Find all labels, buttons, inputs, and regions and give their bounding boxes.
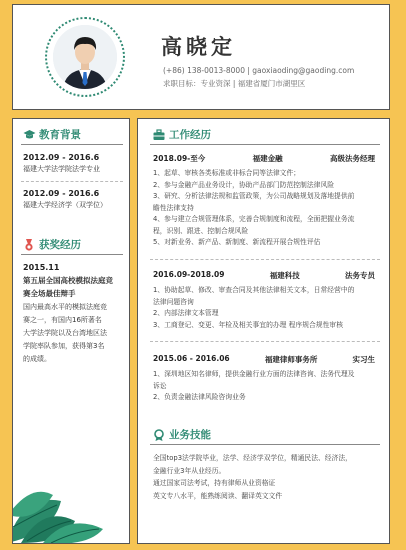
award-name: 第五届全国高校模拟法庭竞 赛全场最佳辩手 — [23, 276, 113, 298]
awards-divider — [21, 254, 123, 255]
briefcase-icon — [153, 129, 165, 141]
left-column — [12, 118, 130, 544]
right-column — [137, 118, 390, 544]
job-header-1: 2018.09-至今 福建金融 高级法务经理 — [153, 154, 375, 163]
leaf-decoration — [13, 443, 130, 543]
job-duties-2: 1、协助起草、修改、审查合同及其他法律相关文本，日常经营中的 法律问题咨询 2、内部法律文本管理 3、工商登记、变更、年检及相关事宜的办理 程序规合规性审核 — [153, 286, 355, 329]
job-separator-1 — [150, 259, 380, 260]
header-card — [12, 4, 390, 110]
skills-section-title: 业务技能 — [153, 427, 211, 442]
skills-divider — [150, 444, 380, 445]
job-duties-3: 1、深圳地区知名律师，提供金融行业方面的法律咨询、法务代理及 诉讼 2、负责金融法律风险咨询业务 — [153, 370, 355, 401]
edu-separator — [21, 181, 123, 182]
objective-line: 求职目标：专业资深 | 福建省厦门市湖里区 — [163, 79, 306, 88]
edu-date-1: 2012.09 - 2016.6 — [23, 153, 100, 162]
award-ribbon-icon — [153, 429, 165, 441]
education-divider — [21, 144, 123, 145]
edu-desc-1: 福建大学法学院法学专业 — [23, 165, 100, 173]
work-divider — [150, 144, 380, 145]
avatar — [53, 25, 117, 89]
work-section-title: 工作经历 — [153, 127, 211, 142]
skills-text: 全国top3法学院毕业，法学、经济学双学位，精通民法、经济法， 金融行业3年从业经历。 通过国家司法考试，持有律师从业资格证 英文专八水平，能熟练阅读、翻译英文文件 — [153, 454, 352, 500]
award-date: 2015.11 — [23, 263, 60, 272]
awards-section-title: 获奖经历 — [23, 237, 81, 252]
education-section-title: 教育背景 — [23, 127, 81, 142]
edu-date-2: 2012.09 - 2016.6 — [23, 189, 100, 198]
graduation-cap-icon — [23, 129, 35, 141]
contact-line: (+86) 138-0013-8000 | gaoxiaoding@gaoding.com — [163, 66, 355, 75]
award-description: 国内最高水平的模拟法庭竞 赛之一，有国内16所著名 大学法学院以及台湾地区法 学院率队参加，获得第3名 的成绩。 — [23, 303, 107, 363]
job-separator-2 — [150, 341, 380, 342]
job-header-2: 2016.09-2018.09 福建科技 法务专员 — [153, 270, 375, 280]
job-header-3: 2015.06 - 2016.06 福建律师事务所 实习生 — [153, 354, 375, 364]
avatar-ring — [45, 17, 125, 97]
edu-desc-2: 福建大学经济学（双学位） — [23, 201, 107, 209]
candidate-name: 高晓定 — [161, 35, 236, 59]
medal-icon — [23, 239, 35, 251]
job-duties-1: 1、起草、审核各类标准或非标合同等法律文件； 2、参与金融产品业务设计，协助产品部门防范控制法律风险 3、研究、分析法律法规和监管政策，为公司战略规划及落地提供前 瞻性法律支持 4、参与建立合规管理体系，完善合规制度和流程，全面把握业务流 程，识别、跟进、控制合规风险 5、对新业务、新产品、新制度、新流程开展合规性评估 — [153, 169, 355, 246]
